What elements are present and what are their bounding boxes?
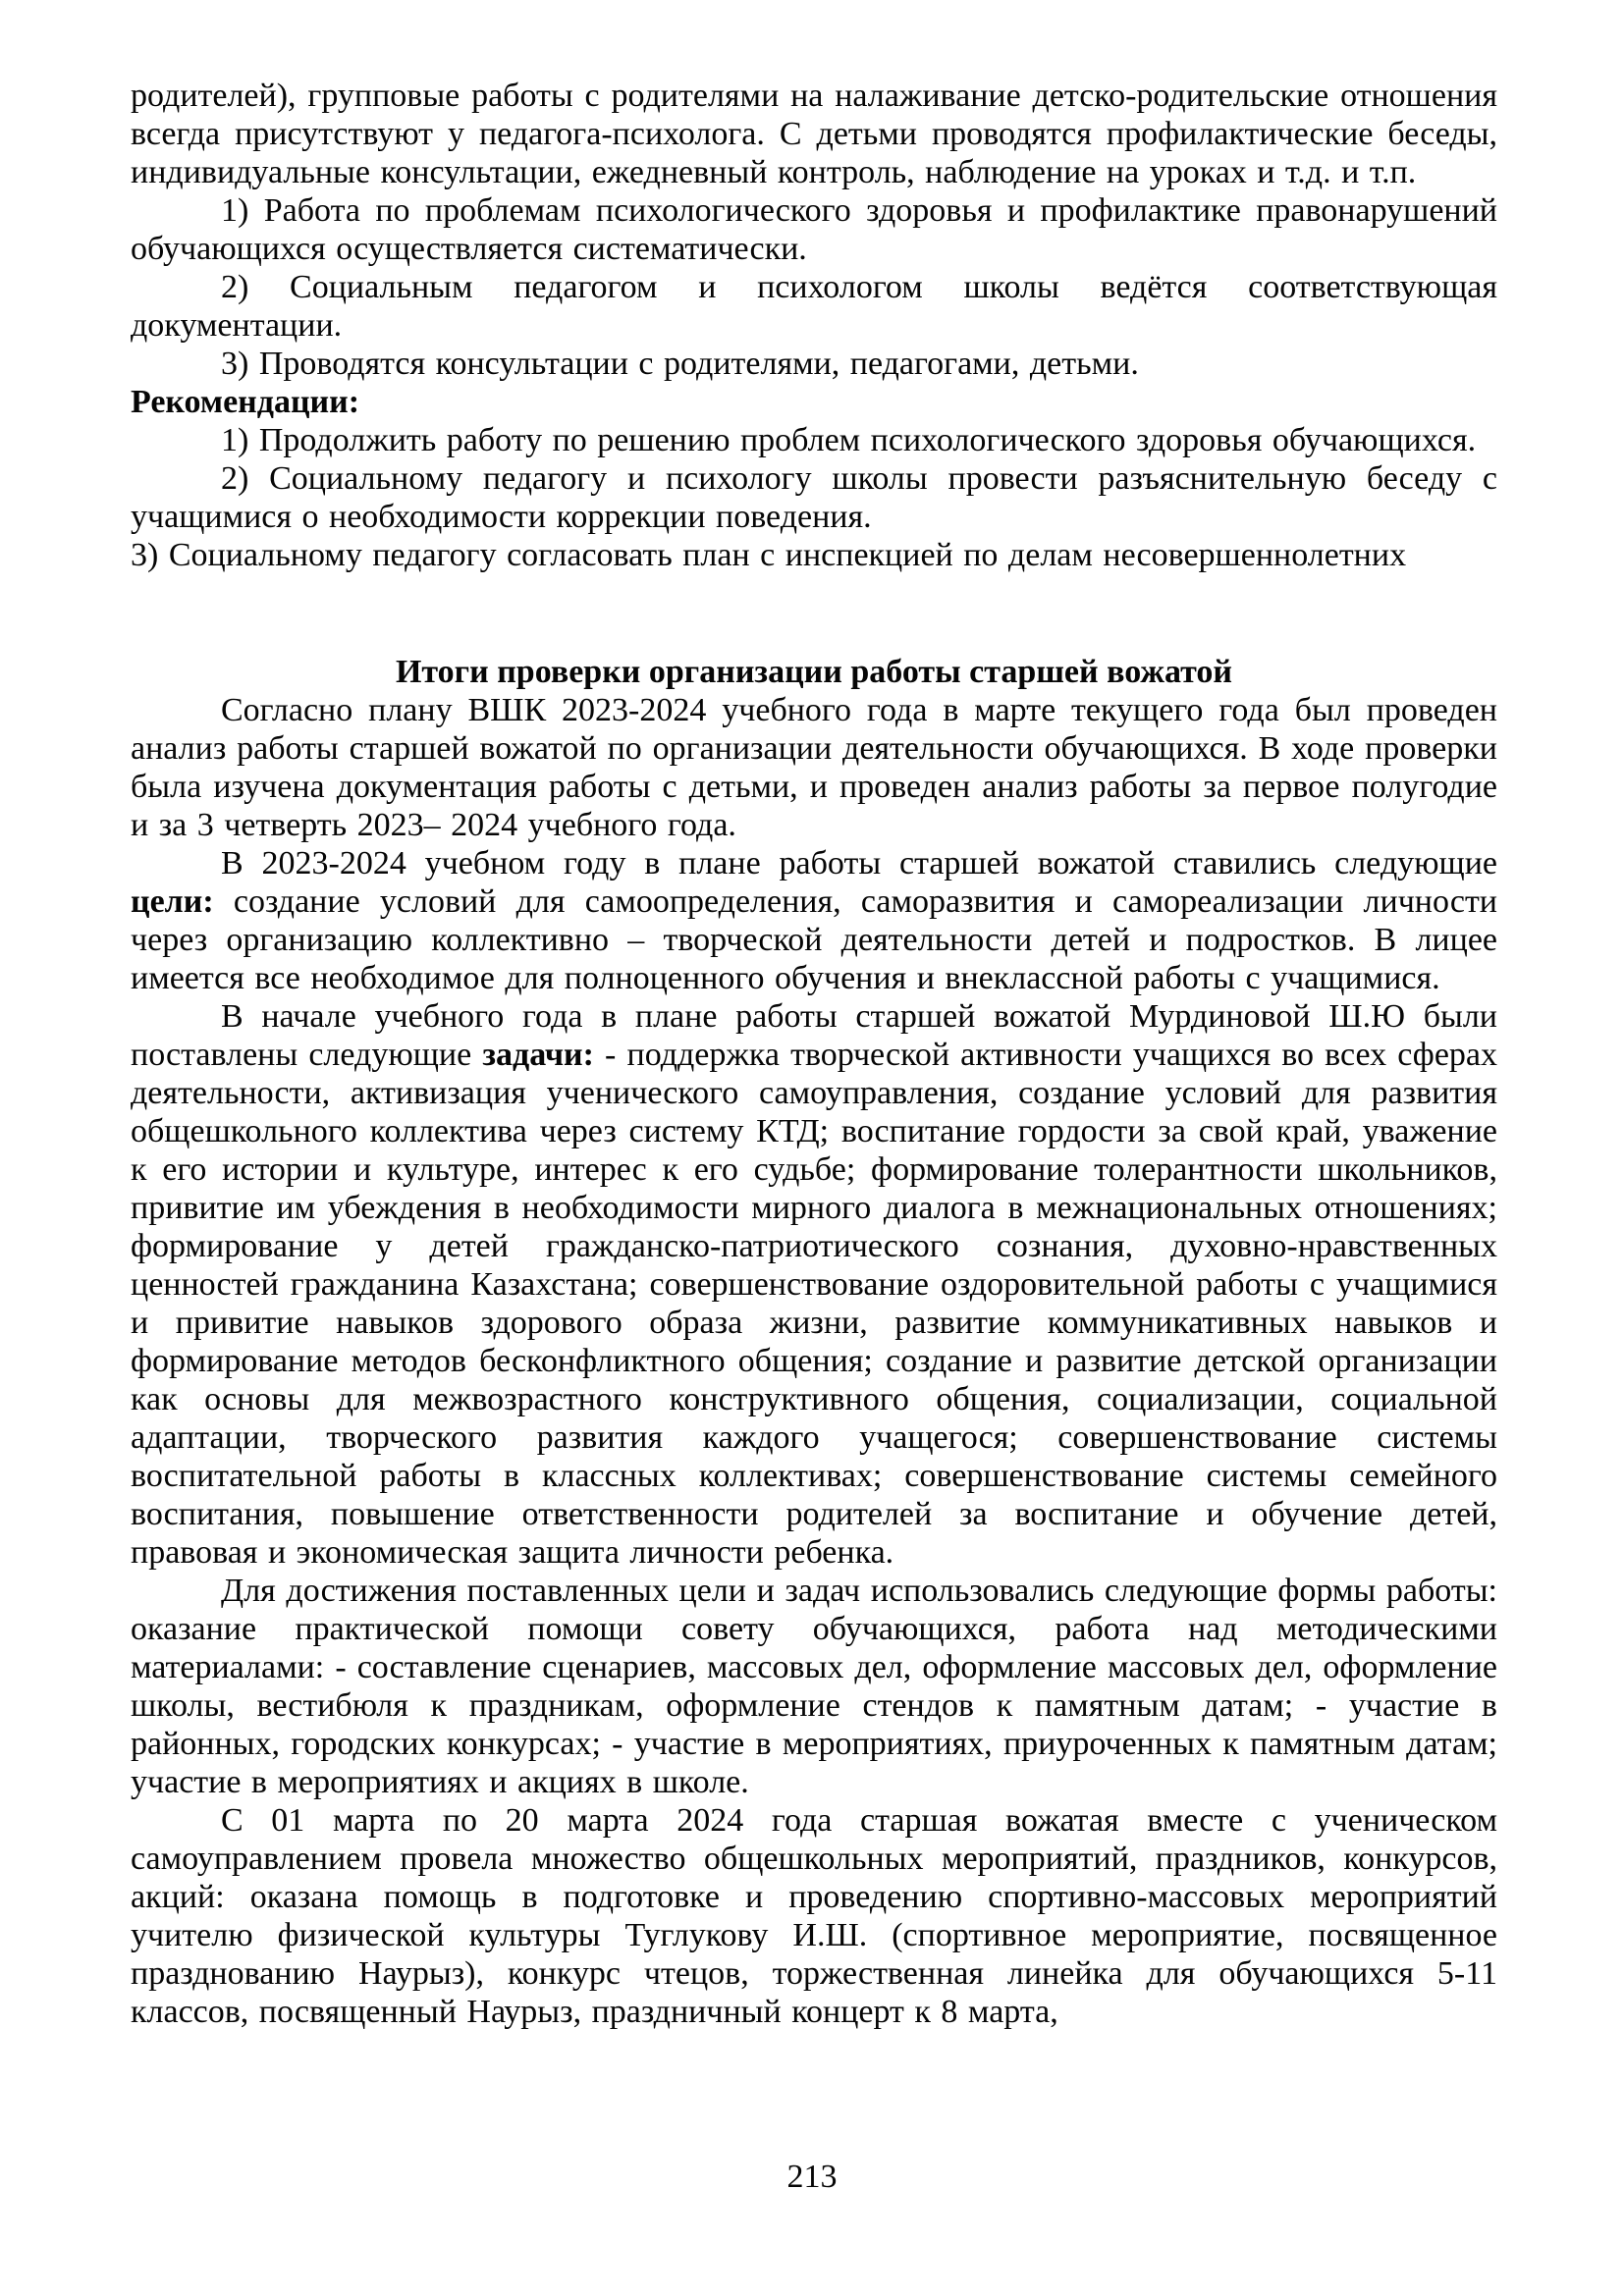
bold-text-segment: цели: — [131, 883, 214, 920]
paragraph — [131, 997, 1497, 1572]
paragraph — [131, 1801, 1497, 2031]
text-segment: родителей), групповые работы с родителями на налаживание детско-родительские отношения всегда присутствуют у педагога-психолога. С детьми проводятся профилактические беседы, индивидуальные консультации, ежедневный контроль, наблюдение на уроках и т.д. и т.п. — [131, 78, 1497, 190]
paragraph — [131, 536, 1497, 574]
text-segment: - поддержка творческой активности учащихся во всех сферах деятельности, активизация ученического самоуправления, создание условий для развития общешкольного коллектива через систему КТД; воспитание гордости за свой край, уважение к его истории и культуре, интерес к его судьбе; формирование толерантности школьников, привитие им убеждения в необходимости мирного диалога в межнациональных отношениях; формирование у детей гражданско-патриотического сознания, духовно-нравственных ценностей гражданина Казахстана; совершенствование оздоровительной работы с учащимися и привитие навыков здорового образа жизни, развитие коммуникативных навыков и формирование методов бесконфликтного общения; создание и развитие детской организации как основы для межвозрастного конструктивного общения, социализации, социальной адаптации, творческого развития каждого учащегося; совершенствование системы воспитательной работы в классных коллективах; совершенствование системы семейного воспитания, повышение ответственности родителей за воспитание и обучение детей, правовая и экономическая защита личности ребенка. — [131, 1037, 1497, 1571]
paragraph — [131, 191, 1497, 268]
text-segment: Согласно плану ВШК 2023-2024 учебного года в марте текущего года был проведен анализ работы старшей вожатой по организации деятельности обучающихся. В ходе проверки была изучена документация работы с детьми, и проведен анализ работы за первое полугодие и за 3 четверть 2023– 2024 учебного года. — [131, 692, 1497, 843]
text-segment: 2) Социальному педагогу и психологу школы провести разъяснительную беседу с учащимися о необходимости коррекции поведения. — [131, 460, 1497, 535]
text-segment: С 01 марта по 20 марта 2024 года старшая вожатая вместе с ученическом самоуправлением провела множество общешкольных мероприятий, праздников, конкурсов, акций: оказана помощь в подготовке и проведению спортивно-массовых мероприятий учителю физической культуры Туглукову И.Ш. (спортивное мероприятие, посвященное празднованию Наурыз), конкурс чтецов, торжественная линейка для обучающихся 5-11 классов, посвященный Наурыз, праздничный концерт к 8 марта, — [131, 1802, 1497, 2030]
text-segment: В 2023-2024 учебном году в плане работы старшей вожатой ставились следующие — [221, 845, 1497, 881]
paragraph — [131, 421, 1497, 459]
text-segment: 2) Социальным педагогом и психологом школы ведётся соответствующая документации. — [131, 269, 1497, 344]
paragraph — [131, 268, 1497, 345]
paragraph — [131, 383, 1497, 421]
text-segment: создание условий для самоопределения, саморазвития и самореализации личности через организацию коллективно – творческой деятельности детей и подростков. В лицее имеется все необходимое для полноценного обучения и внеклассной работы с учащимися. — [131, 883, 1497, 996]
paragraph — [131, 345, 1497, 383]
bold-text-segment: Итоги проверки организации работы старшей вожатой — [395, 654, 1233, 690]
paragraph — [131, 1572, 1497, 1801]
bold-text-segment: задачи: — [482, 1037, 594, 1073]
paragraph — [131, 459, 1497, 536]
paragraph — [131, 77, 1497, 191]
text-segment: 1) Работа по проблемам психологического здоровья и профилактике правонарушений обучающихся осуществляется систематически. — [131, 192, 1497, 267]
bold-text-segment: Рекомендации: — [131, 384, 360, 420]
section-heading — [131, 653, 1497, 691]
paragraph — [131, 691, 1497, 844]
text-segment: 3) Социальному педагогу согласовать план с инспекцией по делам несовершеннолетних — [131, 537, 1407, 573]
page-number: 213 — [786, 2159, 838, 2195]
document-body — [131, 77, 1497, 2031]
text-segment: 3) Проводятся консультации с родителями, педагогами, детьми. — [221, 346, 1139, 382]
text-segment: В начале учебного года в плане работы старшей вожатой Мурдиновой Ш.Ю были поставлены следующие — [131, 998, 1497, 1073]
paragraph — [131, 844, 1497, 997]
text-segment: 1) Продолжить работу по решению проблем психологического здоровья обучающихся. — [221, 422, 1477, 458]
text-segment: Для достижения поставленных цели и задач использовались следующие формы работы: оказание практической помощи совету обучающихся, работа над методическими материалами: - составление сценариев, массовых дел, оформление массовых дел, оформление школы, вестибюля к праздникам, оформление стендов к памятным датам; - участие в районных, городских конкурсах; - участие в мероприятиях, приуроченных к памятным датам; участие в мероприятиях и акциях в школе. — [131, 1573, 1497, 1800]
